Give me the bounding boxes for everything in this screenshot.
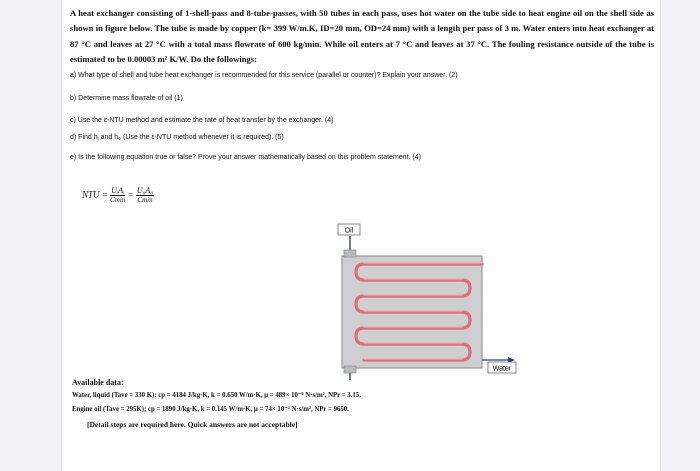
water-label: Water bbox=[492, 365, 512, 373]
fraction-inner bbox=[110, 186, 125, 205]
oil-label-box bbox=[338, 224, 360, 235]
question-d: d) Find hᵢ and h₀ (Use the ε-NTU method whenever it is required). (5) bbox=[70, 134, 284, 141]
inner-numerator: UᵢAᵢ bbox=[111, 186, 125, 195]
oil-inlet-nozzle bbox=[344, 250, 356, 257]
water-properties: Water, liquid (Tave = 330 K): cp = 4184 J/kg·K, k = 0.650 W/m·K, μ = 489× 10⁻⁶ N·s/m², NPr = 3.15. bbox=[72, 392, 361, 399]
document-page bbox=[61, 0, 661, 471]
question-b: b) Determine mass flowrate of oil (1) bbox=[70, 95, 183, 102]
outer-denominator: Cmin bbox=[137, 196, 153, 204]
available-data-title: Available data: bbox=[72, 378, 124, 387]
equals-sign: = bbox=[101, 189, 108, 200]
fraction-outer bbox=[136, 186, 154, 205]
outer-numerator: U₀A₀ bbox=[136, 186, 154, 195]
oil-properties: Engine oil (Tave = 295K); cp = 1890 J/kg·K, k = 0.145 W/m·K, μ = 74× 10⁻² N·s/m², NPr = 9650. bbox=[72, 406, 349, 413]
problem-statement: A heat exchanger consisting of 1-shell-pass and 8-tube-passes, with 50 tubes in each pass, uses hot water on the tube side to heat engine oil on the shell side as shown in figure below. The tube is made by copper (k= 399 W/m.K, ID=20 mm, OD=24 mm) with a length per pass of 3 m. Water enters into heat exchanger at 87 °C and leaves at 27 °C with a total mass flowrate of 600 kg/min. While oil enters at 7 °C and leaves at 37 °C. The fouling resistance outside of the tube is estimated to be 0.00003 m² K/W. Do the followings: bbox=[70, 8, 654, 65]
ntu-equation bbox=[82, 186, 154, 205]
water-label-box bbox=[488, 362, 516, 373]
oil-outlet-nozzle bbox=[344, 366, 356, 373]
instruction-note: [Detail steps are required here. Quick answers are not acceptable] bbox=[87, 420, 298, 429]
heat-exchanger-diagram bbox=[312, 222, 532, 382]
question-a: a) What type of shell and tube heat exchanger is recommended for this service (parallel or counter)? Explain your answer. (2) bbox=[70, 72, 458, 79]
question-c: c) Use the ε-NTU method and estimate the rate of heat transfer by the exchanger. (4) bbox=[70, 117, 334, 124]
question-e: e) Is the following equation true or false? Prove your answer mathematically based on this problem statement. (4) bbox=[70, 154, 421, 161]
ntu-lhs: NTU bbox=[82, 189, 100, 200]
equals-sign-2: = bbox=[127, 189, 134, 200]
oil-label: Oil bbox=[344, 227, 354, 235]
inner-denominator: Cmin bbox=[110, 196, 126, 204]
